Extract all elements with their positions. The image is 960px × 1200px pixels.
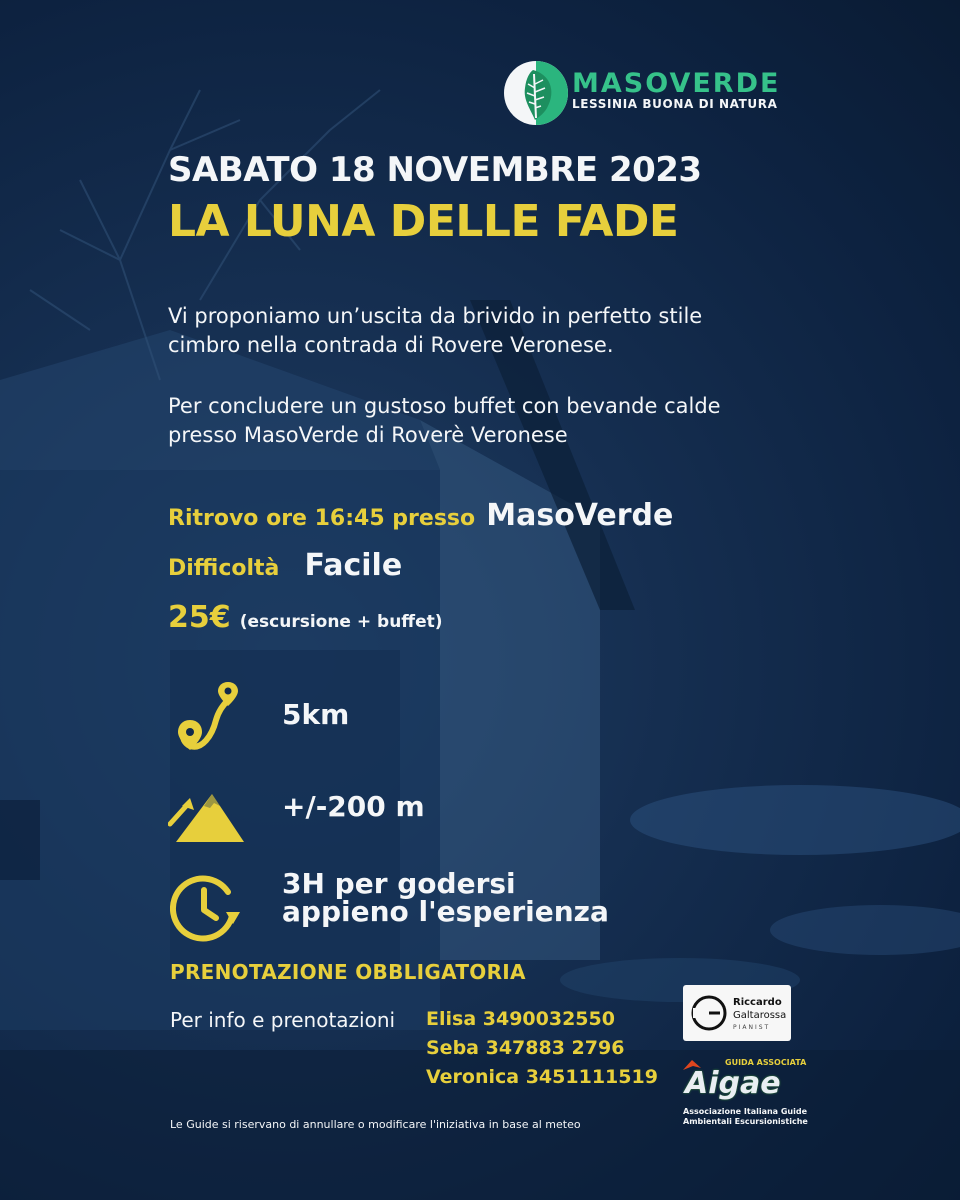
meeting-label: Ritrovo ore 16:45 presso bbox=[168, 506, 476, 531]
route-pin-icon bbox=[172, 680, 238, 752]
logo-tagline: LESSINIA BUONA DI NATURA bbox=[572, 97, 778, 111]
booking-info-label: Per info e prenotazioni bbox=[170, 1008, 396, 1032]
mountain-icon bbox=[168, 788, 244, 842]
meeting-place: MasoVerde bbox=[486, 498, 674, 533]
leaf-logo-icon bbox=[503, 60, 569, 126]
description-line: cimbro nella contrada di Rovere Veronese. bbox=[168, 333, 614, 357]
riccardo-role: PIANIST bbox=[733, 1024, 771, 1031]
description-line: Vi proponiamo un’uscita da brivido in perfetto stile bbox=[168, 304, 703, 328]
distance-value: 5km bbox=[282, 698, 350, 731]
duration-line: 3H per godersi bbox=[282, 867, 516, 900]
price-row bbox=[168, 600, 443, 635]
riccardo-last-name: Galtarossa bbox=[733, 1010, 787, 1021]
duration-block bbox=[282, 867, 609, 928]
contact-seba: Seba 347883 2796 bbox=[426, 1037, 625, 1059]
contact-elisa: Elisa 3490032550 bbox=[426, 1008, 615, 1030]
clock-icon bbox=[170, 872, 242, 944]
aigae-logo bbox=[683, 1058, 808, 1136]
price-value: 25€ bbox=[168, 600, 231, 635]
difficulty-value: Facile bbox=[304, 548, 403, 583]
aigae-description-line: Associazione Italiana Guide bbox=[683, 1107, 808, 1116]
logo-name: MASOVERDE bbox=[572, 68, 781, 99]
elevation-value: +/-200 m bbox=[282, 790, 425, 823]
description-line: Per concludere un gustoso buffet con bevande calde bbox=[168, 394, 721, 418]
event-date: SABATO 18 NOVEMBRE 2023 bbox=[168, 150, 702, 190]
booking-mandatory: PRENOTAZIONE OBBLIGATORIA bbox=[170, 960, 526, 984]
riccardo-first-name: Riccardo bbox=[733, 997, 782, 1008]
price-note: (escursione + buffet) bbox=[239, 612, 443, 632]
masoverde-logo bbox=[503, 60, 569, 126]
meeting-row bbox=[168, 498, 673, 533]
difficulty-label: Difficoltà bbox=[168, 556, 280, 581]
disclaimer: Le Guide si riservano di annullare o modificare l'iniziativa in base al meteo bbox=[170, 1118, 581, 1131]
g-monogram-icon bbox=[690, 994, 728, 1032]
event-title: LA LUNA DELLE FADE bbox=[168, 196, 679, 247]
difficulty-row bbox=[168, 548, 402, 583]
contact-veronica: Veronica 3451111519 bbox=[426, 1066, 658, 1088]
aigae-description-line: Ambientali Escursionistiche bbox=[683, 1117, 808, 1126]
duration-line: appieno l'esperienza bbox=[282, 895, 609, 928]
aigae-name: Aigae bbox=[685, 1066, 781, 1101]
description-line: presso MasoVerde di Roverè Veronese bbox=[168, 423, 568, 447]
riccardo-galtarossa-logo bbox=[683, 985, 791, 1041]
aigae-badge: GUIDA ASSOCIATA bbox=[725, 1058, 807, 1067]
